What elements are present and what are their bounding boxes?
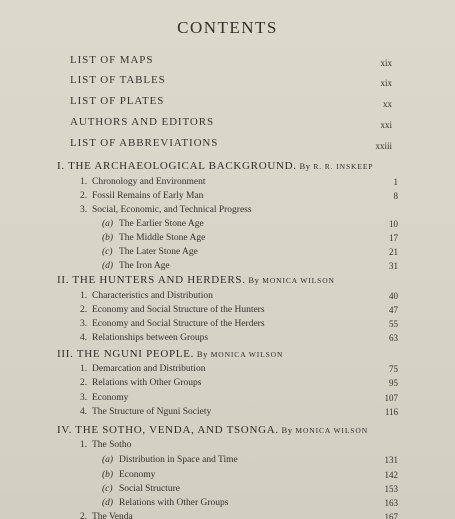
toc-entry[interactable] [80, 291, 398, 301]
chapter-by: By [296, 161, 314, 171]
toc-entry[interactable] [80, 440, 398, 450]
toc-subentry[interactable] [102, 233, 398, 243]
entry-label: Economy [119, 470, 156, 480]
chapter-title: IV. THE SOTHO, VENDA, AND TSONGA. [57, 424, 279, 436]
page-number: xxi [380, 120, 392, 130]
page-number: 8 [393, 191, 398, 201]
page-number: 163 [384, 498, 398, 508]
page-number: 131 [384, 455, 398, 465]
page-title: CONTENTS [177, 18, 278, 37]
entry-number: 3. [80, 205, 88, 215]
entry-number: (c) [102, 247, 113, 257]
entry-label: Economy and Social Structure of the Hunters [92, 305, 265, 315]
entry-label: The Iron Age [119, 261, 170, 271]
chapter-heading[interactable] [57, 160, 373, 172]
entry-number: (a) [102, 455, 114, 465]
toc-entry[interactable] [80, 378, 398, 388]
entry-number: 4. [80, 407, 88, 417]
toc-entry[interactable] [80, 333, 398, 343]
chapter-heading[interactable] [57, 274, 335, 286]
entry-number: (d) [102, 261, 114, 271]
toc-subentry[interactable] [102, 219, 398, 229]
entry-number: 3. [80, 393, 88, 403]
page-number: xix [380, 78, 392, 88]
entry-label: Fossil Remains of Early Man [92, 191, 204, 201]
entry-label: Relationships between Groups [92, 333, 209, 343]
front-matter-label: LIST OF TABLES [70, 74, 166, 86]
chapter-author: MONICA WILSON [262, 276, 335, 285]
toc-subentry[interactable] [102, 247, 398, 257]
toc-entry[interactable] [80, 305, 398, 315]
entry-label: Relations with Other Groups [119, 498, 229, 508]
page-number: 10 [389, 219, 398, 229]
entry-label: The Later Stone Age [119, 247, 198, 257]
page-number: 95 [389, 378, 398, 388]
entry-number: 2. [80, 378, 88, 388]
chapter-author: MONICA WILSON [295, 426, 369, 435]
toc-entry[interactable] [80, 205, 398, 215]
toc-entry[interactable] [80, 407, 398, 417]
entry-label: Relations with Other Groups [92, 378, 202, 388]
page-number: xx [383, 99, 392, 109]
entry-label: The Middle Stone Age [119, 233, 206, 243]
entry-label: Economy [92, 393, 129, 403]
front-matter-label: LIST OF ABBREVIATIONS [70, 137, 219, 149]
entry-label: Social, Economic, and Technical Progress [92, 205, 252, 215]
entry-label: Economy and Social Structure of the Herders [92, 319, 265, 329]
page-number: 116 [384, 407, 398, 417]
chapter-heading[interactable] [57, 424, 368, 436]
front-matter-label: LIST OF PLATES [70, 95, 165, 107]
toc-subentry[interactable] [102, 455, 398, 465]
page-number: 1 [393, 177, 398, 187]
front-matter-label: LIST OF MAPS [70, 54, 154, 66]
page-number: 47 [389, 305, 398, 315]
front-matter-item[interactable] [70, 74, 392, 86]
page-number: 40 [389, 291, 398, 301]
entry-label: Distribution in Space and Time [119, 455, 238, 465]
page-number: 167 [384, 512, 398, 519]
entry-number: 2. [80, 191, 88, 201]
entry-number: 1. [80, 291, 88, 301]
toc-entry[interactable] [80, 393, 398, 403]
page-number: 75 [389, 364, 398, 374]
page-number: 142 [384, 470, 398, 480]
page-number: 55 [389, 319, 398, 329]
page-number: 153 [384, 484, 398, 494]
page-number: 31 [389, 261, 398, 271]
toc-entry[interactable] [80, 319, 398, 329]
chapter-title: II. THE HUNTERS AND HERDERS. [57, 274, 246, 286]
entry-number: 2. [80, 512, 88, 519]
entry-number: 1. [80, 177, 88, 187]
page-number: 21 [389, 247, 398, 257]
page-number: 107 [384, 393, 398, 403]
front-matter-label: AUTHORS AND EDITORS [70, 116, 215, 128]
entry-number: (b) [102, 233, 114, 243]
chapter-heading[interactable] [57, 348, 283, 360]
toc-subentry[interactable] [102, 498, 398, 508]
chapter-by: By [278, 425, 296, 435]
entry-number: 3. [80, 319, 88, 329]
chapter-author: MONICA WILSON [210, 350, 284, 359]
page-number: xxiii [375, 141, 392, 151]
entry-number: 4. [80, 333, 88, 343]
chapter-by: By [245, 275, 263, 285]
entry-label: Characteristics and Distribution [92, 291, 213, 301]
toc-entry[interactable] [80, 364, 398, 374]
entry-number: 1. [80, 440, 88, 450]
page-number: 63 [389, 333, 398, 343]
front-matter-item[interactable] [70, 116, 392, 128]
entry-label: Chronology and Environment [92, 177, 206, 187]
page-number: xix [380, 58, 392, 68]
page-number: 17 [389, 233, 398, 243]
toc-entry[interactable] [80, 177, 398, 187]
front-matter-item[interactable] [70, 95, 392, 107]
entry-label: Social Structure [119, 484, 180, 494]
entry-label: The Sotho [92, 440, 132, 450]
toc-subentry[interactable] [102, 470, 398, 480]
front-matter-item[interactable] [70, 54, 392, 66]
entry-number: (b) [102, 470, 114, 480]
entry-label: The Structure of Nguni Society [92, 407, 212, 417]
chapter-author: R. R. INSKEEP [313, 162, 374, 171]
entry-number: (c) [102, 484, 113, 494]
toc-entry[interactable] [80, 191, 398, 201]
chapter-title: I. THE ARCHAEOLOGICAL BACKGROUND. [57, 160, 297, 172]
entry-number: 2. [80, 305, 88, 315]
chapter-title: III. THE NGUNI PEOPLE. [57, 348, 195, 360]
toc-subentry[interactable] [102, 261, 398, 271]
toc-subentry[interactable] [102, 484, 398, 494]
entry-number: (d) [102, 498, 114, 508]
entry-label: Demarcation and Distribution [92, 364, 206, 374]
entry-label: The Venda [92, 512, 133, 519]
entry-number: 1. [80, 364, 88, 374]
entry-number: (a) [102, 219, 114, 229]
entry-label: The Earlier Stone Age [119, 219, 204, 229]
chapter-by: By [194, 349, 211, 359]
toc-entry[interactable] [80, 512, 398, 519]
front-matter-item[interactable] [70, 137, 392, 149]
